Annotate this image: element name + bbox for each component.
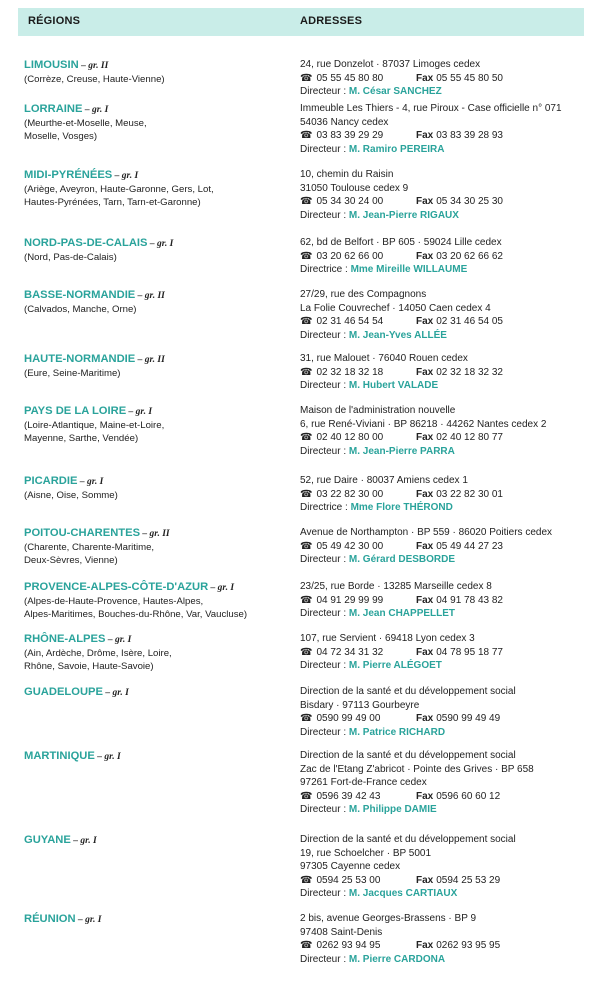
fax-number: 02 40 12 80 77	[436, 432, 503, 444]
fax-label: Fax	[416, 196, 434, 208]
address-line: Direction de la santé et du développement social	[300, 750, 516, 761]
fax-number: 05 49 44 27 23	[436, 540, 503, 552]
director-title: Directeur :	[300, 726, 347, 738]
director-title: Directeur :	[300, 86, 347, 98]
director-name: M. Pierre CARDONA	[348, 953, 446, 965]
fax-label: Fax	[416, 432, 434, 444]
address-cell	[300, 580, 592, 621]
contact-line	[300, 712, 592, 726]
director-name: M. Jacques CARTIAUX	[348, 888, 458, 900]
fax-block	[416, 790, 500, 804]
region-name-line	[24, 102, 294, 117]
region-name: MARTINIQUE	[24, 750, 95, 762]
region-grade: gr. I	[85, 915, 102, 925]
fax-number: 04 91 78 43 82	[436, 594, 503, 606]
department-line: (Meurthe-et-Moselle, Meuse,	[24, 118, 147, 129]
phone-number: 04 72 34 31 32	[316, 646, 384, 658]
contact-line	[300, 790, 592, 804]
region-grade: gr. I	[104, 752, 121, 762]
region-departments	[24, 541, 294, 567]
director-line	[300, 209, 592, 223]
director-line	[300, 85, 592, 99]
region-grade: gr. II	[88, 61, 109, 71]
fax-label: Fax	[416, 540, 434, 552]
director-title: Directrice :	[300, 264, 348, 276]
department-line: Alpes-Maritimes, Bouches-du-Rhône, Var, Vaucluse)	[24, 609, 248, 620]
fax-label: Fax	[416, 250, 434, 262]
department-line: (Loire-Atlantique, Maine-et-Loire,	[24, 420, 165, 431]
address-cell	[300, 912, 592, 966]
separator: –	[112, 171, 122, 181]
phone-icon: ☎	[300, 646, 313, 658]
director-line	[300, 607, 592, 621]
fax-block	[416, 646, 503, 660]
address-line: 6, rue René-Viviani · BP 86218 · 44262 Nantes cedex 2	[300, 418, 547, 430]
address-cell	[300, 404, 592, 458]
fax-label: Fax	[416, 488, 434, 500]
address-line: 19, rue Schoelcher · BP 5001	[300, 847, 432, 859]
fax-block	[416, 72, 503, 86]
separator: –	[82, 105, 92, 115]
contact-line	[300, 594, 592, 608]
director-title: Directeur :	[300, 888, 347, 900]
fax-label: Fax	[416, 940, 434, 952]
fax-block	[416, 431, 503, 445]
contact-line	[300, 72, 592, 86]
director-name: M. Hubert VALADE	[348, 380, 439, 392]
region-name-line	[24, 58, 294, 73]
contact-line	[300, 874, 592, 888]
region-cell	[24, 526, 294, 567]
address-line: 23/25, rue Borde · 13285 Marseille cedex 8	[300, 581, 492, 592]
address-line: 107, rue Servient · 69418 Lyon cedex 3	[300, 633, 475, 644]
address-line: 97305 Cayenne cedex	[300, 861, 401, 873]
region-cell	[24, 168, 294, 209]
director-title: Directeur :	[300, 209, 347, 221]
address-line: 97408 Saint-Denis	[300, 926, 383, 938]
phone-number: 05 34 30 24 00	[316, 196, 384, 208]
region-name: PICARDIE	[24, 475, 78, 487]
fax-number: 0590 99 49 49	[436, 713, 501, 725]
director-line	[300, 659, 592, 673]
phone-icon: ☎	[300, 713, 313, 725]
contact-line	[300, 366, 592, 380]
contact-line	[300, 250, 592, 264]
department-line: (Ain, Ardèche, Drôme, Isère, Loire,	[24, 648, 172, 659]
address-line: 10, chemin du Raisin	[300, 169, 394, 180]
separator: –	[135, 291, 145, 301]
region-name: POITOU-CHARENTES	[24, 527, 141, 539]
phone-number: 03 83 39 29 29	[316, 130, 384, 142]
fax-number: 0262 93 95 95	[436, 940, 501, 952]
contact-line	[300, 646, 592, 660]
director-title: Directeur :	[300, 329, 347, 341]
separator: –	[78, 61, 89, 71]
address-cell	[300, 236, 592, 277]
director-name: Mme Mireille WILLAUME	[350, 264, 468, 276]
region-grade: gr. I	[91, 105, 109, 115]
region-grade: gr. I	[217, 583, 235, 593]
address-cell	[300, 288, 592, 342]
region-grade: gr. I	[114, 635, 132, 645]
phone-number: 04 91 29 99 99	[316, 594, 384, 606]
phone-icon: ☎	[300, 196, 313, 208]
address-line: 62, bd de Belfort · BP 605 · 59024 Lille cedex	[300, 237, 502, 248]
director-line	[300, 445, 592, 459]
region-name: RHÔNE-ALPES	[24, 633, 106, 645]
region-name-line	[24, 404, 294, 419]
fax-label: Fax	[416, 646, 434, 658]
department-line: (Eure, Seine-Maritime)	[24, 368, 121, 379]
separator: –	[140, 529, 150, 539]
department-line: (Ariège, Aveyron, Haute-Garonne, Gers, Lot,	[24, 184, 214, 195]
director-title: Directeur :	[300, 660, 347, 672]
separator: –	[75, 915, 86, 925]
director-line	[300, 887, 592, 901]
address-line: 2 bis, avenue Georges-Brassens · BP 9	[300, 913, 477, 924]
phone-number: 0596 39 42 43	[316, 790, 381, 802]
region-name-line	[24, 685, 294, 700]
region-name-line	[24, 352, 294, 367]
department-line: Rhône, Savoie, Haute-Savoie)	[24, 661, 154, 672]
region-cell	[24, 580, 294, 621]
fax-block	[416, 594, 503, 608]
address-cell	[300, 526, 592, 567]
region-departments	[24, 183, 294, 209]
director-title: Directeur :	[300, 554, 347, 566]
phone-icon: ☎	[300, 488, 313, 500]
director-line	[300, 953, 592, 967]
fax-block	[416, 250, 503, 264]
address-line: 31050 Toulouse cedex 9	[300, 182, 409, 194]
department-line: Hautes-Pyrénées, Tarn, Tarn-et-Garonne)	[24, 197, 201, 208]
fax-block	[416, 874, 500, 888]
contact-line	[300, 315, 592, 329]
address-cell	[300, 58, 592, 99]
region-departments	[24, 117, 294, 143]
fax-number: 03 20 62 66 62	[436, 250, 503, 262]
department-line: (Charente, Charente-Maritime,	[24, 542, 155, 553]
fax-block	[416, 366, 503, 380]
region-name: LIMOUSIN	[24, 59, 79, 71]
address-cell	[300, 685, 592, 739]
phone-number: 0594 25 53 00	[316, 874, 381, 886]
fax-number: 03 22 82 30 01	[436, 488, 503, 500]
director-name: M. Patrice RICHARD	[348, 726, 446, 738]
director-line	[300, 143, 592, 157]
department-line: Deux-Sèvres, Vienne)	[24, 555, 118, 566]
region-cell	[24, 749, 294, 764]
address-line: Direction de la santé et du développement social	[300, 686, 516, 697]
contact-line	[300, 939, 592, 953]
region-grade: gr. I	[112, 688, 129, 698]
separator: –	[102, 688, 113, 698]
region-name-line	[24, 912, 294, 927]
region-name-line	[24, 580, 294, 595]
fax-block	[416, 129, 503, 143]
region-name: NORD-PAS-DE-CALAIS	[24, 237, 148, 249]
region-cell	[24, 58, 294, 86]
director-name: M. Jean CHAPPELLET	[348, 608, 456, 620]
fax-block	[416, 488, 503, 502]
region-cell	[24, 912, 294, 927]
director-title: Directrice :	[300, 502, 348, 514]
region-cell	[24, 236, 294, 264]
director-line	[300, 379, 592, 393]
fax-number: 02 32 18 32 32	[436, 366, 503, 378]
separator: –	[77, 477, 87, 487]
fax-label: Fax	[416, 130, 434, 142]
department-line: (Aisne, Oise, Somme)	[24, 490, 118, 501]
region-cell	[24, 833, 294, 848]
fax-block	[416, 939, 500, 953]
column-header-addresses: ADRESSES	[300, 15, 363, 27]
fax-number: 05 34 30 25 30	[436, 196, 503, 208]
separator: –	[94, 752, 105, 762]
separator: –	[147, 239, 157, 249]
address-cell	[300, 474, 592, 515]
director-name: Mme Flore THÉROND	[350, 502, 453, 514]
department-line: (Nord, Pas-de-Calais)	[24, 252, 117, 263]
address-line: La Folie Couvrechef · 14050 Caen cedex 4	[300, 302, 491, 314]
address-line: Zac de l'Etang Z'abricot · Pointe des Grives · BP 658	[300, 763, 534, 775]
region-cell	[24, 632, 294, 673]
phone-icon: ☎	[300, 250, 313, 262]
contact-line	[300, 129, 592, 143]
phone-icon: ☎	[300, 790, 313, 802]
region-name: RÉUNION	[24, 913, 76, 925]
phone-number: 05 55 45 80 80	[316, 72, 384, 84]
phone-icon: ☎	[300, 130, 313, 142]
director-title: Directeur :	[300, 380, 347, 392]
fax-number: 0596 60 60 12	[436, 790, 501, 802]
fax-label: Fax	[416, 790, 434, 802]
region-departments	[24, 73, 294, 86]
region-name: PROVENCE-ALPES-CÔTE-D'AZUR	[24, 581, 209, 593]
separator: –	[126, 407, 136, 417]
director-line	[300, 329, 592, 343]
fax-label: Fax	[416, 874, 434, 886]
region-name-line	[24, 236, 294, 251]
region-name: GUYANE	[24, 834, 71, 846]
address-cell	[300, 168, 592, 222]
region-cell	[24, 474, 294, 502]
phone-icon: ☎	[300, 874, 313, 886]
region-grade: gr. I	[86, 477, 104, 487]
director-name: M. Jean-Yves ALLÉE	[348, 329, 447, 341]
director-name: M. Jean-Pierre RIGAUX	[348, 209, 459, 221]
fax-label: Fax	[416, 72, 434, 84]
phone-number: 0590 99 49 00	[316, 713, 381, 725]
director-name: M. Pierre ALÉGOET	[348, 660, 442, 672]
phone-icon: ☎	[300, 72, 313, 84]
contact-line	[300, 431, 592, 445]
fax-block	[416, 195, 503, 209]
director-line	[300, 501, 592, 515]
phone-icon: ☎	[300, 540, 313, 552]
director-line	[300, 553, 592, 567]
address-line: 31, rue Malouet · 76040 Rouen cedex	[300, 353, 468, 364]
phone-number: 03 20 62 66 00	[316, 250, 384, 262]
department-line: (Calvados, Manche, Orne)	[24, 304, 137, 315]
phone-number: 02 40 12 80 00	[316, 432, 384, 444]
phone-number: 02 31 46 54 54	[316, 316, 384, 328]
director-title: Directeur :	[300, 953, 347, 965]
fax-label: Fax	[416, 594, 434, 606]
address-line: 54036 Nancy cedex	[300, 116, 389, 128]
region-name: GUADELOUPE	[24, 686, 103, 698]
address-cell	[300, 833, 592, 901]
address-line: 24, rue Donzelot · 87037 Limoges cedex	[300, 59, 481, 70]
director-title: Directeur :	[300, 804, 347, 816]
contact-line	[300, 488, 592, 502]
region-name-line	[24, 168, 294, 183]
director-name: M. César SANCHEZ	[348, 86, 442, 98]
region-cell	[24, 288, 294, 316]
region-name-line	[24, 749, 294, 764]
fax-block	[416, 712, 500, 726]
director-title: Directeur :	[300, 445, 347, 457]
region-grade: gr. I	[135, 407, 153, 417]
director-name: M. Gérard DESBORDE	[348, 554, 456, 566]
fax-number: 04 78 95 18 77	[436, 646, 503, 658]
director-name: M. Ramiro PEREIRA	[348, 143, 445, 155]
address-line: Direction de la santé et du développement social	[300, 834, 516, 845]
region-departments	[24, 251, 294, 264]
region-grade: gr. II	[149, 529, 170, 539]
separator: –	[105, 635, 115, 645]
address-line: Immeuble Les Thiers - 4, rue Piroux - Case officielle n° 071	[300, 103, 562, 114]
fax-number: 03 83 39 28 93	[436, 130, 503, 142]
region-name-line	[24, 632, 294, 647]
region-name: LORRAINE	[24, 103, 83, 115]
director-line	[300, 803, 592, 817]
region-name: HAUTE-NORMANDIE	[24, 353, 136, 365]
region-name-line	[24, 833, 294, 848]
phone-number: 03 22 82 30 00	[316, 488, 384, 500]
fax-number: 02 31 46 54 05	[436, 316, 503, 328]
separator: –	[208, 583, 218, 593]
address-line: Bisdary · 97113 Gourbeyre	[300, 699, 420, 711]
region-name-line	[24, 526, 294, 541]
phone-icon: ☎	[300, 366, 313, 378]
column-header-regions: RÉGIONS	[28, 15, 81, 27]
contact-line	[300, 195, 592, 209]
separator: –	[70, 836, 81, 846]
region-cell	[24, 352, 294, 380]
address-cell	[300, 632, 592, 673]
region-name: MIDI-PYRÉNÉES	[24, 169, 113, 181]
region-name-line	[24, 474, 294, 489]
fax-number: 05 55 45 80 50	[436, 72, 503, 84]
address-line: 27/29, rue des Compagnons	[300, 289, 427, 300]
region-departments	[24, 489, 294, 502]
address-cell	[300, 749, 592, 817]
department-line: Moselle, Vosges)	[24, 131, 98, 142]
director-title: Directeur :	[300, 608, 347, 620]
region-grade: gr. I	[156, 239, 174, 249]
region-departments	[24, 647, 294, 673]
fax-label: Fax	[416, 366, 434, 378]
director-name: M. Philippe DAMIE	[348, 804, 437, 816]
fax-number: 0594 25 53 29	[436, 874, 501, 886]
fax-label: Fax	[416, 713, 434, 725]
phone-number: 05 49 42 30 00	[316, 540, 384, 552]
address-line: Maison de l'administration nouvelle	[300, 405, 456, 416]
phone-icon: ☎	[300, 432, 313, 444]
region-name-line	[24, 288, 294, 303]
department-line: Mayenne, Sarthe, Vendée)	[24, 433, 139, 444]
region-name: PAYS DE LA LOIRE	[24, 405, 127, 417]
fax-block	[416, 540, 503, 554]
department-line: (Corrèze, Creuse, Haute-Vienne)	[24, 74, 165, 85]
region-grade: gr. II	[144, 291, 165, 301]
region-name: BASSE-NORMANDIE	[24, 289, 136, 301]
region-grade: gr. I	[80, 836, 97, 846]
director-line	[300, 263, 592, 277]
region-departments	[24, 367, 294, 380]
region-departments	[24, 303, 294, 316]
address-line: 52, rue Daire · 80037 Amiens cedex 1	[300, 475, 468, 486]
contact-line	[300, 540, 592, 554]
region-departments	[24, 595, 294, 621]
fax-label: Fax	[416, 316, 434, 328]
region-grade: gr. II	[144, 355, 165, 365]
fax-block	[416, 315, 503, 329]
phone-icon: ☎	[300, 316, 313, 328]
phone-number: 0262 93 94 95	[316, 940, 381, 952]
address-cell	[300, 352, 592, 393]
department-line: (Alpes-de-Haute-Provence, Hautes-Alpes,	[24, 596, 204, 607]
address-cell	[300, 102, 592, 156]
separator: –	[135, 355, 145, 365]
region-cell	[24, 685, 294, 700]
address-line: Avenue de Northampton · BP 559 · 86020 Poitiers cedex	[300, 527, 553, 538]
region-departments	[24, 419, 294, 445]
director-title: Directeur :	[300, 143, 347, 155]
phone-number: 02 32 18 32 18	[316, 366, 384, 378]
phone-icon: ☎	[300, 940, 313, 952]
region-cell	[24, 102, 294, 143]
director-line	[300, 726, 592, 740]
phone-icon: ☎	[300, 594, 313, 606]
region-grade: gr. I	[121, 171, 139, 181]
region-cell	[24, 404, 294, 445]
address-line: 97261 Fort-de-France cedex	[300, 777, 427, 789]
director-name: M. Jean-Pierre PARRA	[348, 445, 455, 457]
